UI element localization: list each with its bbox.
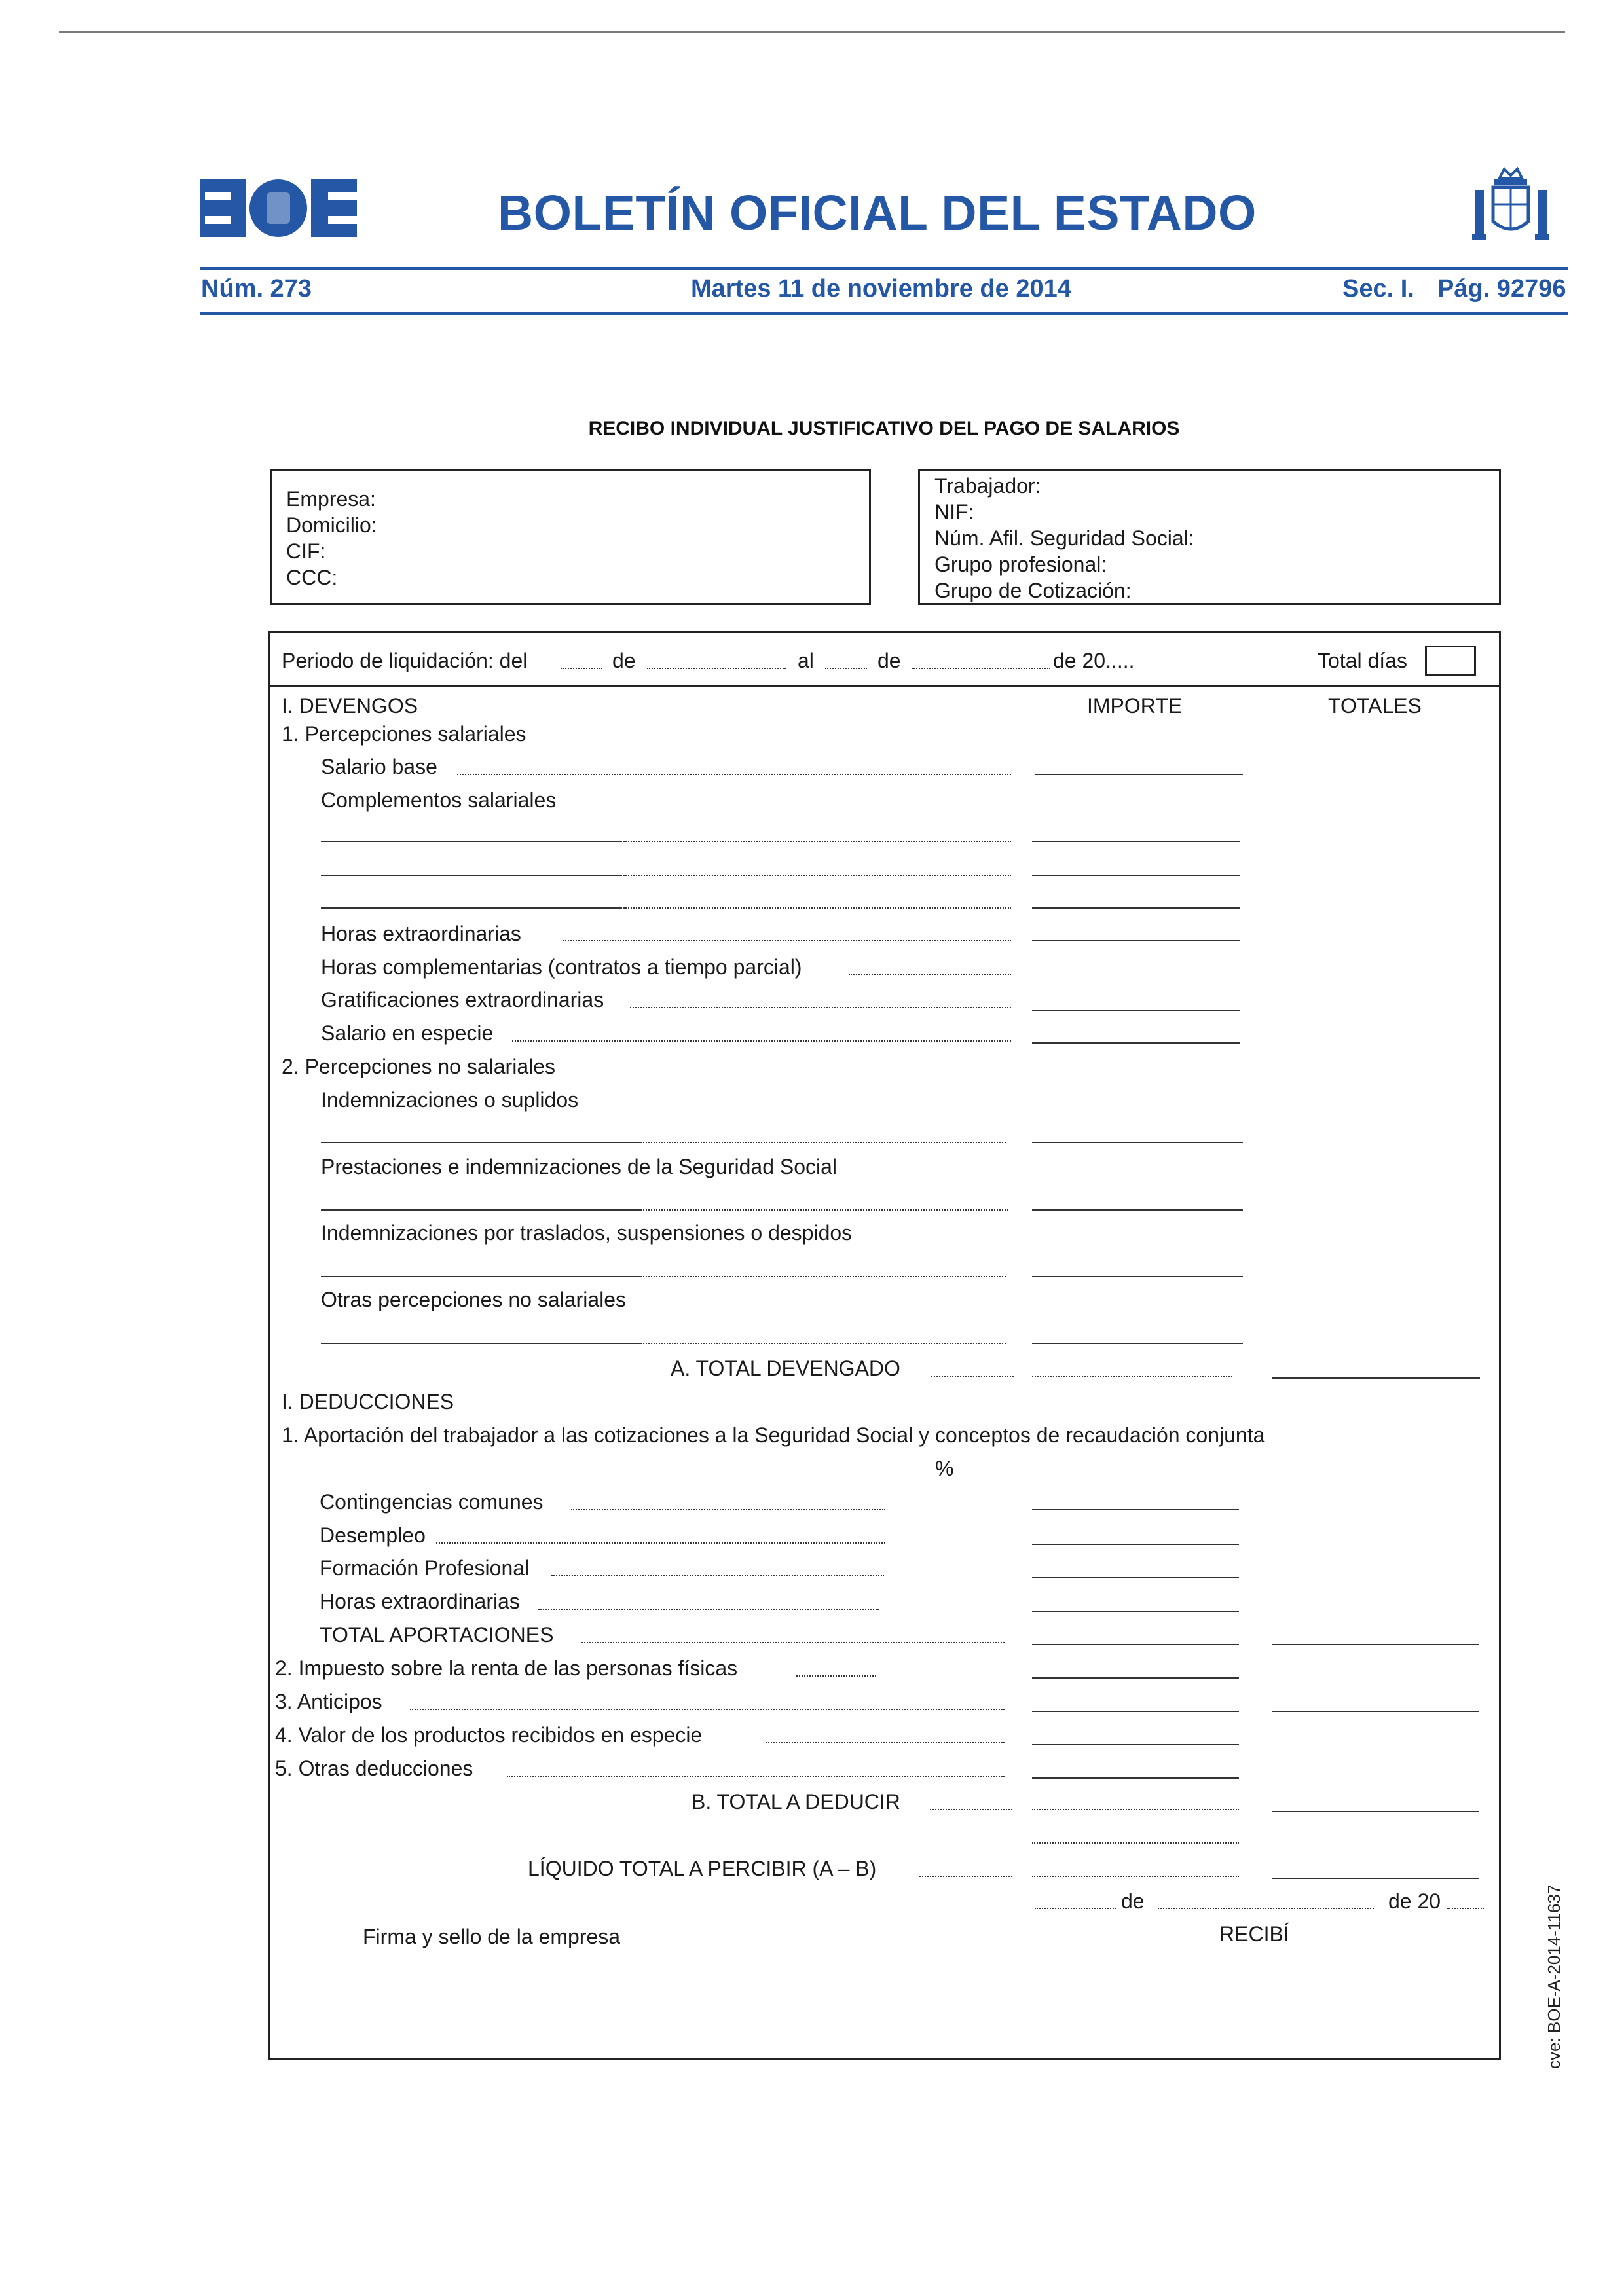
main-form-box: [268, 631, 1501, 2060]
cve-code: cve: BOE-A-2014-11637: [1544, 1884, 1564, 2069]
issue-date: Martes 11 de noviembre de 2014: [691, 275, 1071, 302]
liquido-importe-field[interactable]: [1032, 1876, 1239, 1877]
indemnizaciones-leader: [643, 1142, 1006, 1143]
traslados-leader: [643, 1276, 1006, 1277]
periodo-year: de 20.....: [1053, 649, 1135, 672]
otras-percepciones-label: Otras percepciones no salariales: [321, 1288, 627, 1311]
page-number: Pág. 92796: [1437, 275, 1566, 302]
totales-header: TOTALES: [1328, 694, 1422, 718]
prestaciones-name-field[interactable]: [321, 1209, 642, 1211]
form-title: RECIBO INDIVIDUAL JUSTIFICATIVO DEL PAGO DE SALARIOS: [588, 418, 1180, 439]
contingencias-importe-field[interactable]: [1032, 1509, 1239, 1510]
grupo-cotizacion-label: Grupo de Cotización:: [934, 579, 1132, 602]
anticipos-leader: [410, 1709, 1005, 1710]
complemento-2-importe-field[interactable]: [1032, 875, 1240, 876]
deducciones-heading: I. DEDUCCIONES: [282, 1390, 454, 1413]
otras-percepciones-name-field[interactable]: [321, 1343, 642, 1344]
formacion-label: Formación Profesional: [320, 1556, 530, 1580]
irpf-label: 2. Impuesto sobre la renta de las personas físicas: [275, 1656, 738, 1680]
periodo-divider: [268, 685, 1501, 687]
issue-number: Núm. 273: [201, 275, 312, 302]
complemento-2-leader: [623, 875, 1011, 876]
periodo-al-field[interactable]: [825, 668, 867, 669]
complemento-1-leader: [623, 841, 1011, 842]
periodo-label: Periodo de liquidación: del: [282, 649, 528, 672]
horas-extra-leader: [563, 940, 1011, 941]
contingencias-leader: [571, 1509, 885, 1510]
recibi-label: RECIBÍ: [1219, 1922, 1289, 1946]
trabajador-box: [918, 469, 1501, 605]
total-aportaciones-total-field[interactable]: [1272, 1644, 1479, 1645]
fecha-de: de: [1121, 1889, 1145, 1913]
traslados-label: Indemnizaciones por traslados, suspensiones o despidos: [321, 1221, 853, 1245]
otras-deducciones-label: 5. Otras deducciones: [275, 1757, 473, 1780]
empresa-label: Empresa:: [286, 487, 376, 511]
ccc-label: CCC:: [286, 566, 338, 589]
horas-extra-deduccion-importe-field[interactable]: [1032, 1611, 1239, 1612]
total-devengado-label: A. TOTAL DEVENGADO: [671, 1357, 900, 1380]
salario-especie-importe-field[interactable]: [1032, 1042, 1240, 1044]
salario-base-leader: [457, 774, 1011, 775]
formacion-importe-field[interactable]: [1032, 1577, 1239, 1578]
irpf-importe-field[interactable]: [1032, 1677, 1239, 1679]
total-aportaciones-leader: [581, 1642, 1005, 1643]
afiliacion-label: Núm. Afil. Seguridad Social:: [934, 526, 1194, 550]
especie-leader: [766, 1742, 1005, 1743]
percepciones-salariales-heading: 1. Percepciones salariales: [282, 722, 526, 746]
subtotal-importe-field[interactable]: [1032, 1842, 1239, 1844]
salario-especie-leader: [512, 1040, 1011, 1042]
especie-label: 4. Valor de los productos recibidos en especie: [275, 1723, 703, 1747]
header-rule-bottom: [200, 312, 1568, 315]
complemento-3-importe-field[interactable]: [1032, 907, 1240, 909]
section-label: Sec. I.: [1342, 275, 1414, 302]
indemnizaciones-importe-field[interactable]: [1032, 1142, 1243, 1143]
irpf-leader: [796, 1675, 876, 1677]
total-aportaciones-importe-field[interactable]: [1032, 1644, 1239, 1645]
otras-deducciones-leader: [507, 1776, 1005, 1777]
traslados-name-field[interactable]: [321, 1276, 642, 1277]
complemento-2-name-field[interactable]: [321, 875, 622, 876]
empresa-box: [270, 469, 871, 605]
periodo-mes1-field[interactable]: [647, 668, 786, 669]
total-devengado-leader: [931, 1376, 1014, 1377]
firma-label: Firma y sello de la empresa: [363, 1925, 621, 1948]
percent-header: %: [935, 1457, 954, 1480]
percepciones-no-salariales-heading: 2. Percepciones no salariales: [282, 1055, 556, 1078]
desempleo-label: Desempleo: [320, 1523, 426, 1547]
total-devengado-total-field[interactable]: [1272, 1377, 1480, 1379]
total-deducir-label: B. TOTAL A DEDUCIR: [692, 1790, 900, 1813]
gratificaciones-label: Gratificaciones extraordinarias: [321, 988, 604, 1011]
fecha-mes-field[interactable]: [1158, 1908, 1374, 1909]
horas-extra-importe-field[interactable]: [1032, 940, 1240, 941]
periodo-del-field[interactable]: [561, 668, 602, 669]
otras-percepciones-importe-field[interactable]: [1032, 1343, 1243, 1344]
horas-extra-deduccion-leader: [538, 1609, 879, 1610]
scan-edge-line: [59, 31, 1565, 33]
aportacion-heading: 1. Aportación del trabajador a las cotizaciones a la Seguridad Social y conceptos de recaudación conjunta: [282, 1423, 1265, 1447]
otras-deducciones-importe-field[interactable]: [1032, 1777, 1239, 1779]
horas-complementarias-label: Horas complementarias (contratos a tiempo parcial): [321, 955, 802, 979]
total-dias-input[interactable]: [1425, 646, 1476, 676]
liquido-label: LÍQUIDO TOTAL A PERCIBIR (A – B): [528, 1857, 877, 1880]
total-devengado-importe-field[interactable]: [1032, 1376, 1232, 1377]
fecha-de20: de 20: [1388, 1889, 1441, 1913]
periodo-de2: de: [877, 649, 901, 672]
devengos-heading: I. DEVENGOS: [282, 694, 418, 718]
fecha-dia-field[interactable]: [1035, 1908, 1116, 1909]
indemnizaciones-name-field[interactable]: [321, 1142, 642, 1143]
total-deducir-importe-field[interactable]: [1032, 1809, 1239, 1810]
especie-importe-field[interactable]: [1032, 1744, 1239, 1745]
nif-label: NIF:: [934, 500, 974, 524]
royal-crest-icon: [1468, 164, 1553, 252]
traslados-importe-field[interactable]: [1032, 1276, 1243, 1277]
boe-logo: [200, 175, 357, 241]
complemento-3-leader: [623, 907, 1011, 909]
contingencias-label: Contingencias comunes: [320, 1490, 544, 1514]
total-deducir-total-field[interactable]: [1272, 1811, 1479, 1812]
periodo-de1: de: [612, 649, 636, 672]
liquido-leader: [919, 1876, 1012, 1877]
prestaciones-label: Prestaciones e indemnizaciones de la Seguridad Social: [321, 1155, 838, 1178]
salario-especie-label: Salario en especie: [321, 1021, 494, 1045]
horas-extra-deduccion-label: Horas extraordinarias: [320, 1590, 520, 1613]
prestaciones-leader: [643, 1209, 1008, 1211]
prestaciones-importe-field[interactable]: [1032, 1209, 1243, 1211]
periodo-al: al: [798, 649, 814, 672]
periodo-mes2-field[interactable]: [912, 668, 1050, 669]
header-rule-top: [200, 267, 1568, 270]
horas-complementarias-leader: [849, 974, 1011, 975]
complemento-1-name-field[interactable]: [321, 841, 622, 842]
anticipos-label: 3. Anticipos: [275, 1690, 382, 1713]
importe-header: IMPORTE: [1087, 694, 1183, 718]
complementos-label: Complementos salariales: [321, 788, 557, 812]
cif-label: CIF:: [286, 539, 326, 563]
page-title: BOLETÍN OFICIAL DEL ESTADO: [498, 185, 1257, 240]
domicilio-label: Domicilio:: [286, 513, 377, 537]
otras-percepciones-leader: [643, 1343, 1006, 1344]
gratificaciones-importe-field[interactable]: [1032, 1010, 1240, 1011]
total-dias-label: Total días: [1318, 649, 1407, 672]
gratificaciones-leader: [630, 1007, 1011, 1008]
complemento-1-importe-field[interactable]: [1032, 841, 1240, 842]
anticipos-total-field[interactable]: [1272, 1711, 1479, 1712]
total-deducir-leader: [930, 1809, 1012, 1810]
horas-extra-label: Horas extraordinarias: [321, 922, 521, 945]
anticipos-importe-field[interactable]: [1032, 1711, 1239, 1712]
liquido-total-field[interactable]: [1272, 1878, 1479, 1879]
fecha-year-field[interactable]: [1447, 1908, 1484, 1909]
trabajador-label: Trabajador:: [934, 474, 1041, 498]
salario-base-label: Salario base: [321, 755, 437, 778]
desempleo-importe-field[interactable]: [1032, 1544, 1239, 1545]
grupo-profesional-label: Grupo profesional:: [934, 553, 1107, 576]
formacion-leader: [551, 1575, 884, 1576]
desempleo-leader: [436, 1542, 885, 1544]
complemento-3-name-field[interactable]: [321, 907, 622, 909]
salario-base-importe-field[interactable]: [1035, 774, 1243, 775]
indemnizaciones-label: Indemnizaciones o suplidos: [321, 1088, 579, 1112]
total-aportaciones-label: TOTAL APORTACIONES: [320, 1623, 554, 1647]
